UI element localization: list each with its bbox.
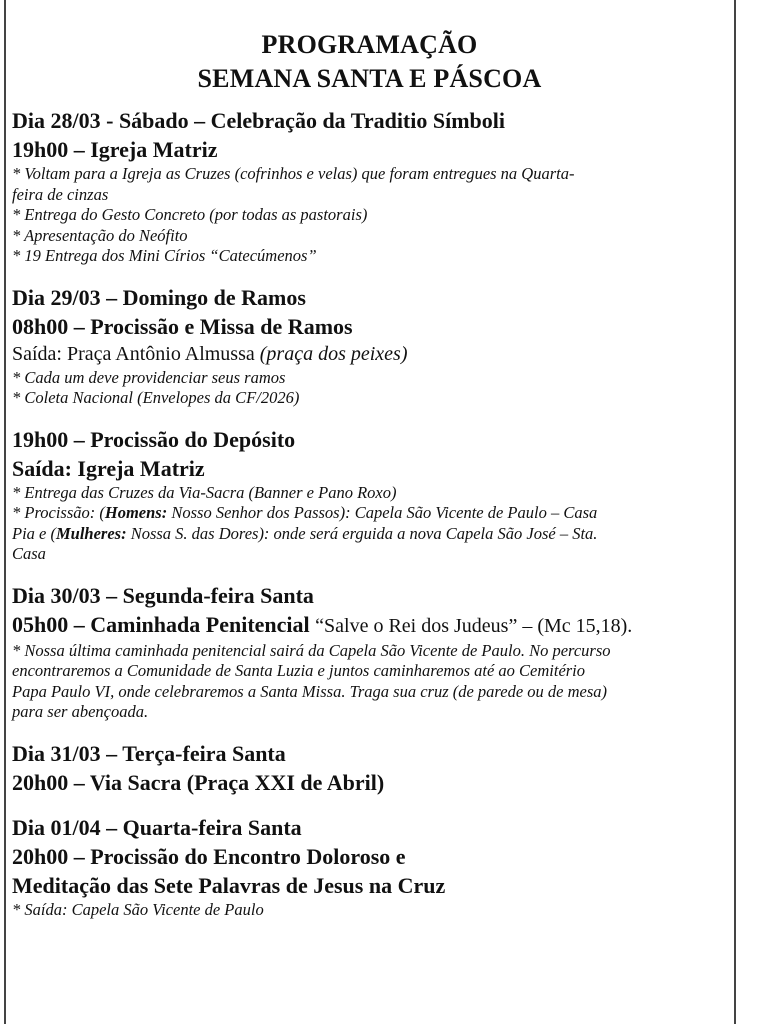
men-label: Homens:: [104, 503, 168, 522]
procession-prefix: * Procissão: (: [12, 503, 105, 522]
event-heading: 19h00 – Procissão do Depósito: [12, 426, 296, 452]
day-heading: Dia 28/03 - Sábado – Celebração da Traditio Símboli: [12, 108, 506, 133]
day-heading: Dia 31/03 – Terça-feira Santa: [12, 740, 286, 766]
note-line: * Coleta Nacional (Envelopes da CF/2026): [12, 388, 300, 407]
left-border-rule: [4, 0, 6, 1024]
note-line: * 19 Entrega dos Mini Círios “Catecúmenos”: [12, 246, 317, 265]
note-line: * Entrega das Cruzes da Via-Sacra (Banner e Pano Roxo): [12, 482, 397, 502]
departure-heading: Saída: Igreja Matriz: [12, 455, 205, 481]
note-line: encontraremos a Comunidade de Santa Luzia e juntos caminharemos até ao Cemitério: [12, 661, 586, 680]
note-line: * Nossa última caminhada penitencial sairá da Capela São Vicente de Paulo. No percurso: [12, 640, 611, 660]
day-heading: Dia 30/03 – Segunda-feira Santa: [12, 582, 314, 608]
note-line: para ser abençoada.: [12, 702, 149, 721]
event-heading-line: [12, 610, 727, 641]
right-border-rule: [734, 0, 736, 1024]
section-30-03: [12, 581, 727, 723]
section-01-04: [12, 813, 727, 921]
departure-place: Saída: Praça Antônio Almussa: [12, 342, 255, 365]
procession-line3: Casa: [12, 544, 46, 563]
scripture-reference: “Salve o Rei dos Judeus” – (Mc 15,18).: [315, 614, 633, 637]
section-28-03: [12, 106, 727, 267]
day-heading: Dia 01/04 – Quarta-feira Santa: [12, 814, 302, 840]
day-heading: Dia 29/03 – Domingo de Ramos: [12, 284, 306, 310]
note-line: * Apresentação do Neófito: [12, 225, 188, 245]
event-heading: 08h00 – Procissão e Missa de Ramos: [12, 313, 353, 339]
note-line: * Saída: Capela São Vicente de Paulo: [12, 899, 264, 919]
note-line: feira de cinzas: [12, 184, 109, 204]
note-line: * Cada um deve providenciar seus ramos: [12, 367, 286, 387]
schedule-content: [12, 28, 727, 920]
note-line: * Voltam para a Igreja as Cruzes (cofrinhos e velas) que foram entregues na Quarta-: [12, 164, 575, 183]
event-heading: 20h00 – Procissão do Encontro Doloroso e: [12, 843, 406, 869]
section-31-03: [12, 739, 727, 797]
departure-note: (praça dos peixes): [259, 342, 408, 365]
procession-line2-prefix: Pia e (: [12, 523, 56, 543]
section-29-03: [12, 283, 727, 409]
event-heading: 19h00 – Igreja Matriz: [12, 137, 218, 162]
note-line: Papa Paulo VI, onde celebraremos a Santa Missa. Traga sua cruz (de parede ou de mesa): [12, 681, 607, 701]
title-line-1: PROGRAMAÇÃO: [261, 30, 478, 59]
departure-line: [12, 341, 727, 368]
procession-note: [12, 503, 727, 565]
men-text: Nosso Senhor dos Passos): Capela São Vicente de Paulo – Casa: [167, 503, 598, 522]
women-text: Nossa S. das Dores): onde será erguida a nova Capela São José – Sta.: [126, 523, 598, 543]
event-heading: 05h00 – Caminhada Penitencial: [12, 611, 310, 637]
women-label: Mulheres:: [55, 523, 127, 543]
section-procissao-deposito: [12, 425, 727, 565]
event-heading: 20h00 – Via Sacra (Praça XXI de Abril): [12, 769, 385, 795]
event-heading: Meditação das Sete Palavras de Jesus na Cruz: [12, 872, 446, 898]
note-line: * Entrega do Gesto Concreto (por todas as pastorais): [12, 205, 368, 224]
document-title: [12, 28, 727, 96]
title-line-2: SEMANA SANTA E PÁSCOA: [197, 64, 542, 93]
